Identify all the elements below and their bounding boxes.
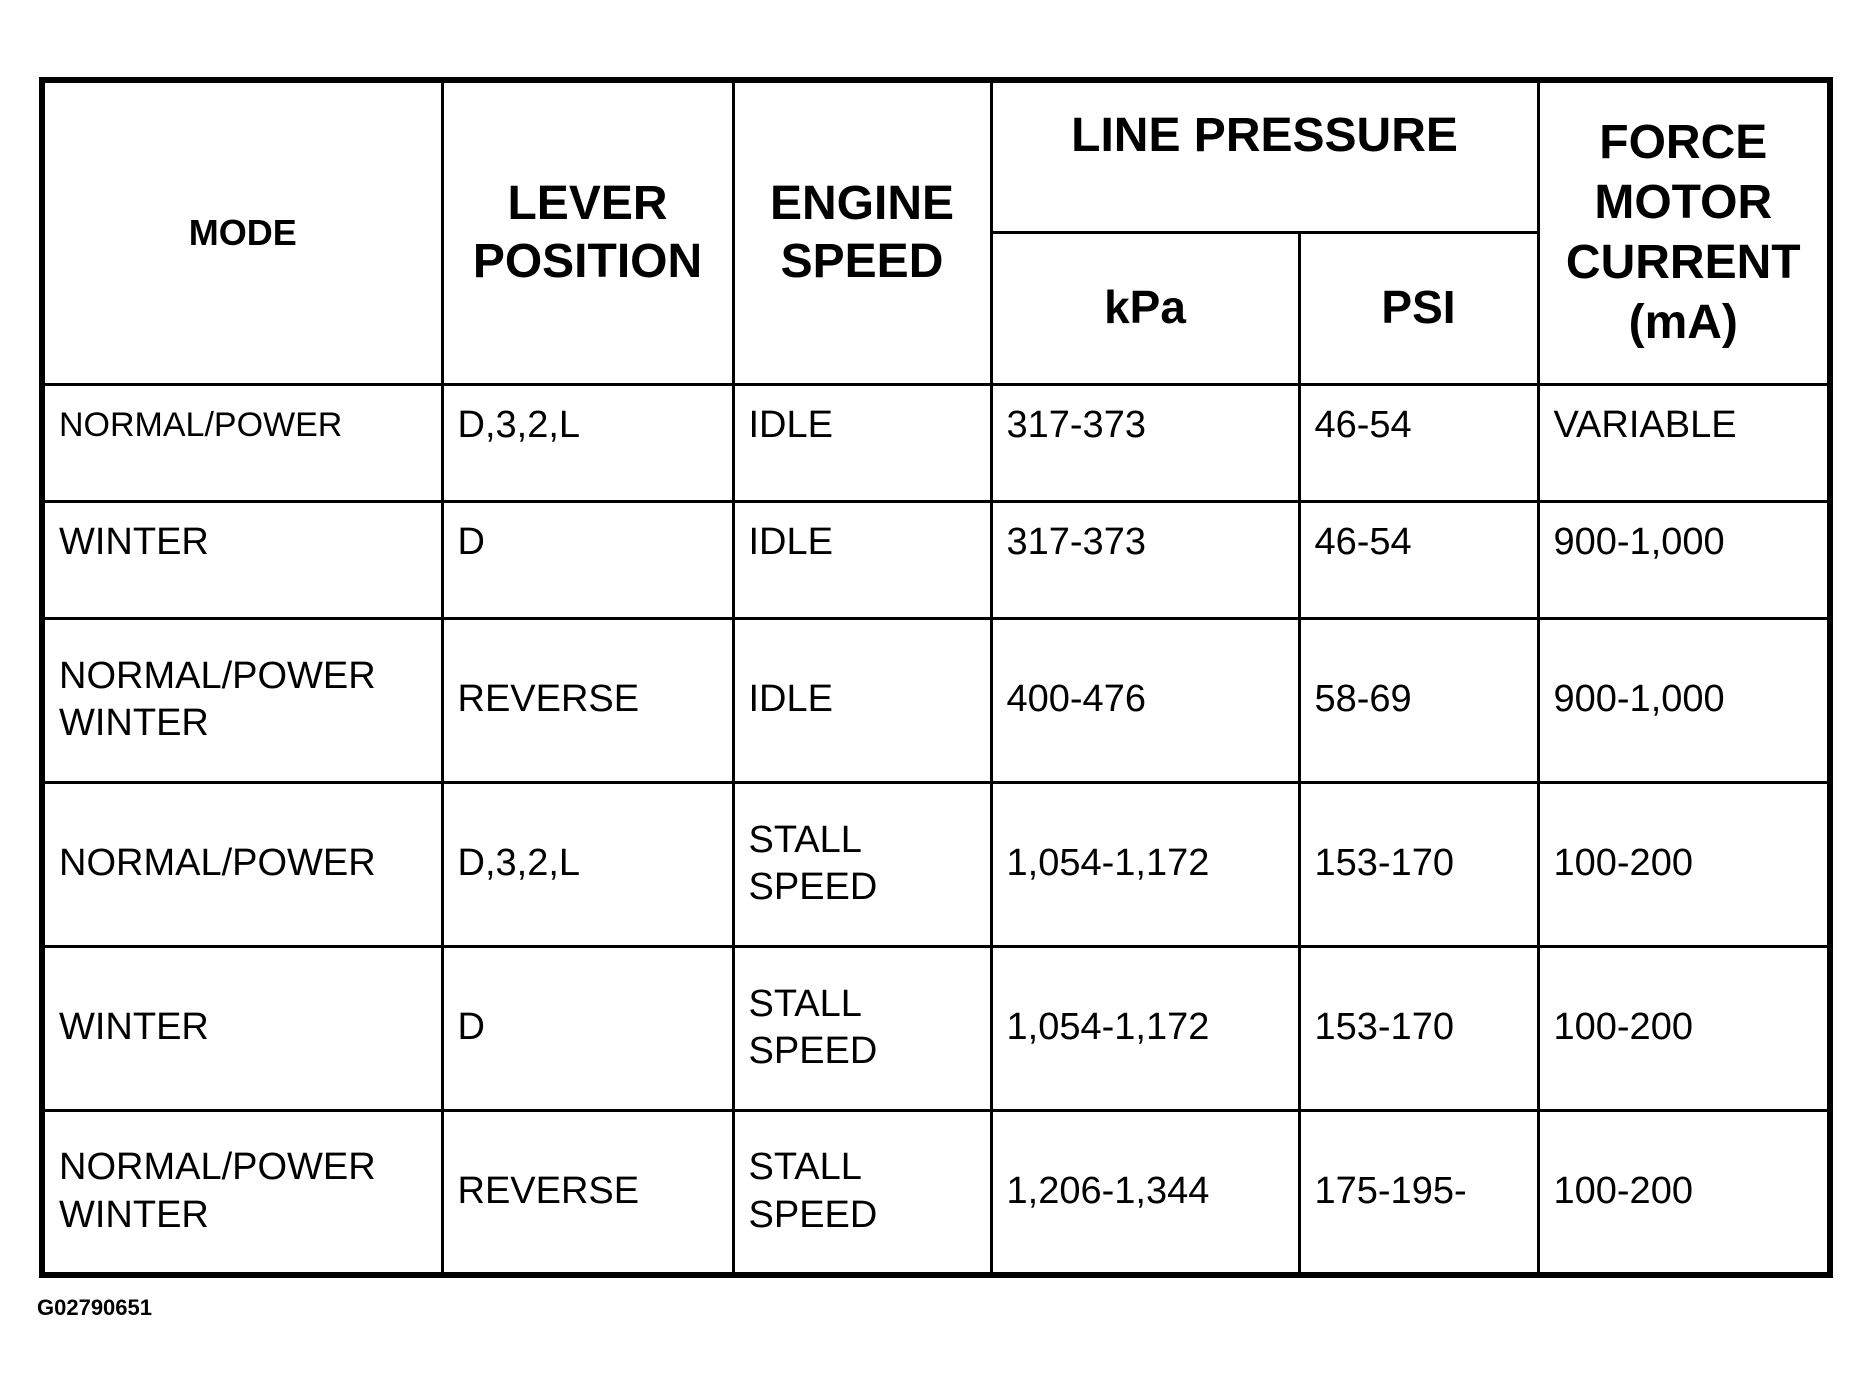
engine-speed-cell: IDLE: [733, 501, 991, 618]
table-row: [42, 946, 1830, 1110]
engine-speed-cell: STALL SPEED: [733, 782, 991, 946]
lever-position-cell: D,3,2,L: [442, 782, 733, 946]
current-cell: 900-1,000: [1538, 501, 1830, 618]
lever-position-header: LEVER POSITION: [442, 80, 733, 384]
psi-cell: 153-170: [1299, 782, 1538, 946]
kpa-cell: 400-476: [991, 618, 1299, 782]
lever-position-cell: REVERSE: [442, 618, 733, 782]
mode-cell: NORMAL/POWER WINTER: [42, 618, 442, 782]
table-row: [42, 1110, 1830, 1275]
mode-cell: WINTER: [42, 946, 442, 1110]
lever-position-cell: D: [442, 946, 733, 1110]
lever-position-cell: D,3,2,L: [442, 384, 733, 501]
table-row: [42, 618, 1830, 782]
engine-speed-cell: STALL SPEED: [733, 1110, 991, 1275]
lever-position-cell: D: [442, 501, 733, 618]
current-cell: 100-200: [1538, 782, 1830, 946]
kpa-cell: 1,206-1,344: [991, 1110, 1299, 1275]
line-pressure-spec-table: [39, 77, 1833, 1278]
current-cell: VARIABLE: [1538, 384, 1830, 501]
table-body: [42, 384, 1830, 1275]
mode-cell: WINTER: [42, 501, 442, 618]
figure-id-label: G02790651: [37, 1295, 152, 1320]
psi-cell: 46-54: [1299, 501, 1538, 618]
table-row: [42, 384, 1830, 501]
mode-cell: NORMAL/POWER WINTER: [42, 1110, 442, 1275]
kpa-cell: 1,054-1,172: [991, 946, 1299, 1110]
mode-header: MODE: [42, 80, 442, 384]
psi-cell: 153-170: [1299, 946, 1538, 1110]
kpa-cell: 317-373: [991, 384, 1299, 501]
engine-speed-cell: IDLE: [733, 384, 991, 501]
kpa-cell: 317-373: [991, 501, 1299, 618]
table-row: [42, 501, 1830, 618]
psi-header: PSI: [1299, 232, 1538, 384]
current-cell: 900-1,000: [1538, 618, 1830, 782]
psi-cell: 46-54: [1299, 384, 1538, 501]
header-row-top: [42, 80, 1830, 232]
mode-cell: NORMAL/POWER: [42, 384, 442, 501]
lever-position-cell: REVERSE: [442, 1110, 733, 1275]
kpa-header: kPa: [991, 232, 1299, 384]
line-pressure-header: LINE PRESSURE: [991, 80, 1538, 232]
psi-cell: 175-195-: [1299, 1110, 1538, 1275]
engine-speed-cell: IDLE: [733, 618, 991, 782]
kpa-cell: 1,054-1,172: [991, 782, 1299, 946]
mode-cell: NORMAL/POWER: [42, 782, 442, 946]
table-header: [42, 80, 1830, 384]
current-cell: 100-200: [1538, 1110, 1830, 1275]
engine-speed-cell: STALL SPEED: [733, 946, 991, 1110]
psi-cell: 58-69: [1299, 618, 1538, 782]
table-row: [42, 782, 1830, 946]
force-motor-current-header: FORCE MOTOR CURRENT (mA): [1538, 80, 1830, 384]
current-cell: 100-200: [1538, 946, 1830, 1110]
engine-speed-header: ENGINE SPEED: [733, 80, 991, 384]
